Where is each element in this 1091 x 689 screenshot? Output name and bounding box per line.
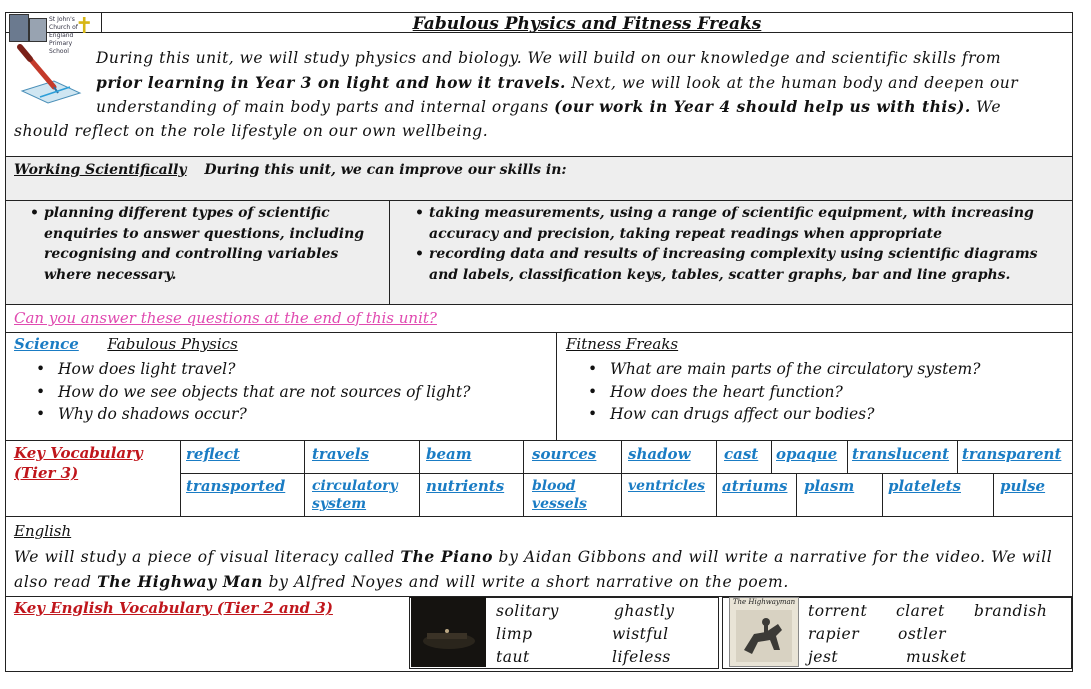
working-scientifically-heading: Working Scientifically During this unit, we can improve our skills in:: [14, 162, 567, 178]
vocab-word: taut: [496, 648, 530, 666]
key-vocabulary-row: [6, 441, 1072, 517]
vocab-word: opaque: [776, 445, 838, 463]
list-item: • How does light travel?: [6, 358, 556, 381]
vocab-word: wistful: [612, 625, 669, 643]
vocab-word: transparent: [962, 445, 1062, 463]
vocab-word: travels: [312, 445, 369, 463]
vocab-word: translucent: [852, 445, 950, 463]
knowledge-organiser: [5, 12, 1073, 672]
vocab-word: beam: [426, 445, 472, 463]
key-vocabulary-label: Key Vocabulary (Tier 3): [14, 444, 143, 482]
english-row: [6, 517, 1072, 597]
vocab-word: ostler: [898, 625, 947, 643]
vocab-word: rapier: [808, 625, 860, 643]
vocab-word: platelets: [888, 477, 961, 495]
highwayman-book-cover: The Highwayman: [729, 597, 799, 667]
intro-row: [6, 33, 1072, 157]
vocab-word: circulatory system: [312, 478, 398, 512]
skills-left-list: [6, 203, 376, 285]
cross-icon: ✝: [75, 14, 94, 39]
vocab-word: ventricles: [628, 478, 706, 494]
vocab-word: pulse: [1000, 477, 1046, 495]
vocab-word: musket: [906, 648, 967, 666]
page-title: Fabulous Physics and Fitness Freaks: [412, 14, 762, 34]
horse-rider-icon: [736, 610, 792, 662]
vocab-word: torrent: [808, 602, 868, 620]
fitness-heading: Fitness Freaks: [566, 335, 679, 353]
list-item: • How can drugs affect our bodies?: [558, 403, 1072, 426]
vocab-word: transported: [186, 477, 286, 495]
fitness-question-list: [558, 358, 1072, 426]
list-item: • How do we see objects that are not sources of light?: [6, 381, 556, 404]
vocab-word: limp: [496, 625, 533, 643]
vocab-word: sources: [532, 445, 597, 463]
vocab-word: solitary: [496, 602, 559, 620]
vocab-word: claret: [896, 602, 945, 620]
skills-row: [6, 201, 1072, 305]
vocab-word: brandish: [974, 602, 1048, 620]
vocab-word: blood vessels: [532, 478, 587, 512]
piano-video-image: [411, 597, 486, 667]
questions-row: [6, 305, 1072, 333]
vocab-word: lifeless: [612, 648, 671, 666]
list-item: • planning different types of scientific enquiries to answer questions, including recognising and controlling variables where necessary.: [6, 203, 376, 285]
science-questions-row: [6, 333, 1072, 441]
english-text: We will study a piece of visual literacy called The Piano by Aidan Gibbons and will write a narrative for the video. We will also read The Highway Man by Alfred Noyes and will write a short narrative on the poem.: [14, 547, 1053, 591]
questions-heading: Can you answer these questions at the end of this unit?: [14, 309, 437, 327]
vocab-word: atriums: [722, 477, 788, 495]
list-item: • Why do shadows occur?: [6, 403, 556, 426]
vocab-word: nutrients: [426, 477, 505, 495]
list-item: • recording data and results of increasing complexity using scientific diagrams and labels, classification keys, tables, scatter graphs, bar and line graphs.: [391, 244, 1069, 285]
vocab-word: cast: [724, 445, 759, 463]
list-item: • How does the heart function?: [558, 381, 1072, 404]
intro-text: During this unit, we will study physics and biology. We will build on our knowledge and scientific skills from prior learning in Year 3 on light and how it travels. Next, we will look at the human body and deepen our understanding of main body parts and internal organs (our work in Year 4 should help us with this). We should reflect on the role lifestyle on our own wellbeing.: [14, 49, 1019, 140]
key-english-vocabulary-label: Key English Vocabulary (Tier 2 and 3): [14, 599, 333, 617]
list-item: • What are main parts of the circulatory system?: [558, 358, 1072, 381]
vocab-word: shadow: [628, 445, 691, 463]
list-item: • taking measurements, using a range of scientific equipment, with increasing accuracy and precision, taking repeat readings when appropriate: [391, 203, 1069, 244]
working-scientifically-row: [6, 157, 1072, 201]
vocab-word: jest: [808, 648, 839, 666]
physics-heading: Science Fabulous Physics: [14, 335, 238, 353]
title-row: [6, 13, 1072, 55]
skills-right-list: [391, 203, 1069, 285]
vocab-word: reflect: [186, 445, 240, 463]
vocab-word: plasm: [804, 477, 855, 495]
physics-question-list: [6, 358, 556, 426]
logo-text: St John's Church of England Primary School: [49, 16, 78, 55]
english-heading: English: [14, 522, 72, 540]
key-english-vocabulary-row: [6, 597, 1072, 673]
vocab-word: ghastly: [614, 602, 675, 620]
